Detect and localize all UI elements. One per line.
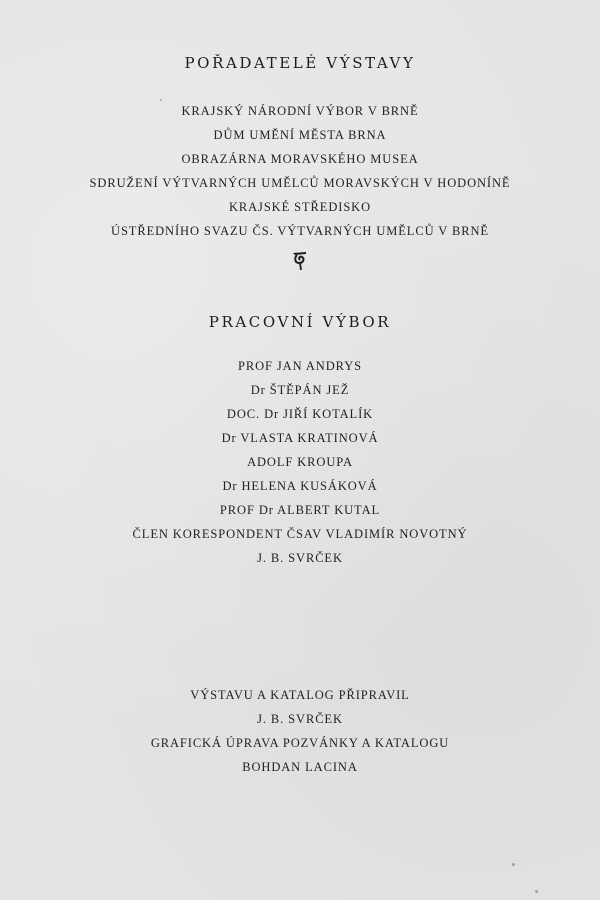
organizer-line: KRAJSKÉ STŘEDISKO — [228, 200, 372, 214]
credits-line: J. B. SVRČEK — [257, 712, 343, 726]
organizer-line: OBRAZÁRNA MORAVSKÉHO MUSEA — [181, 152, 419, 166]
credits-line: VÝSTAVU A KATALOG PŘIPRAVIL — [190, 688, 410, 702]
committee-member: DOC. Dr JIŘÍ KOTALÍK — [226, 407, 374, 421]
committee-member: J. B. SVRČEK — [257, 551, 343, 565]
committee-member: Dr ŠTĚPÁN JEŽ — [250, 383, 350, 397]
paper-speck — [160, 99, 162, 101]
credits-line: GRAFICKÁ ÚPRAVA POZVÁNKY A KATALOGU — [150, 736, 450, 750]
organizer-line: KRAJSKÝ NÁRODNÍ VÝBOR V BRNĚ — [181, 104, 419, 118]
organizer-line: DŮM UMĚNÍ MĚSTA BRNA — [213, 128, 387, 142]
paper-speck — [535, 890, 538, 893]
committee-heading: PRACOVNÍ VÝBOR — [208, 313, 392, 331]
committee-member: Dr VLASTA KRATINOVÁ — [221, 431, 379, 445]
committee-member: PROF Dr ALBERT KUTAL — [219, 503, 381, 517]
credits-line: BOHDAN LACINA — [242, 760, 358, 774]
committee-member: PROF JAN ANDRYS — [238, 359, 362, 373]
paper-speck — [512, 863, 515, 866]
organizers-heading: POŘADATELÉ VÝSTAVY — [184, 54, 416, 72]
fleuron-ornament-icon — [291, 250, 309, 272]
organizer-line: SDRUŽENÍ VÝTVARNÝCH UMĚLCŮ MORAVSKÝCH V HODONÍNĚ — [89, 176, 511, 190]
organizer-line: ÚSTŘEDNÍHO SVAZU ČS. VÝTVARNÝCH UMĚLCŮ V BRNĚ — [111, 224, 489, 238]
committee-member: ADOLF KROUPA — [247, 455, 353, 469]
committee-member: ČLEN KORESPONDENT ČSAV VLADIMÍR NOVOTNÝ — [132, 527, 468, 541]
committee-member: Dr HELENA KUSÁKOVÁ — [222, 479, 378, 493]
